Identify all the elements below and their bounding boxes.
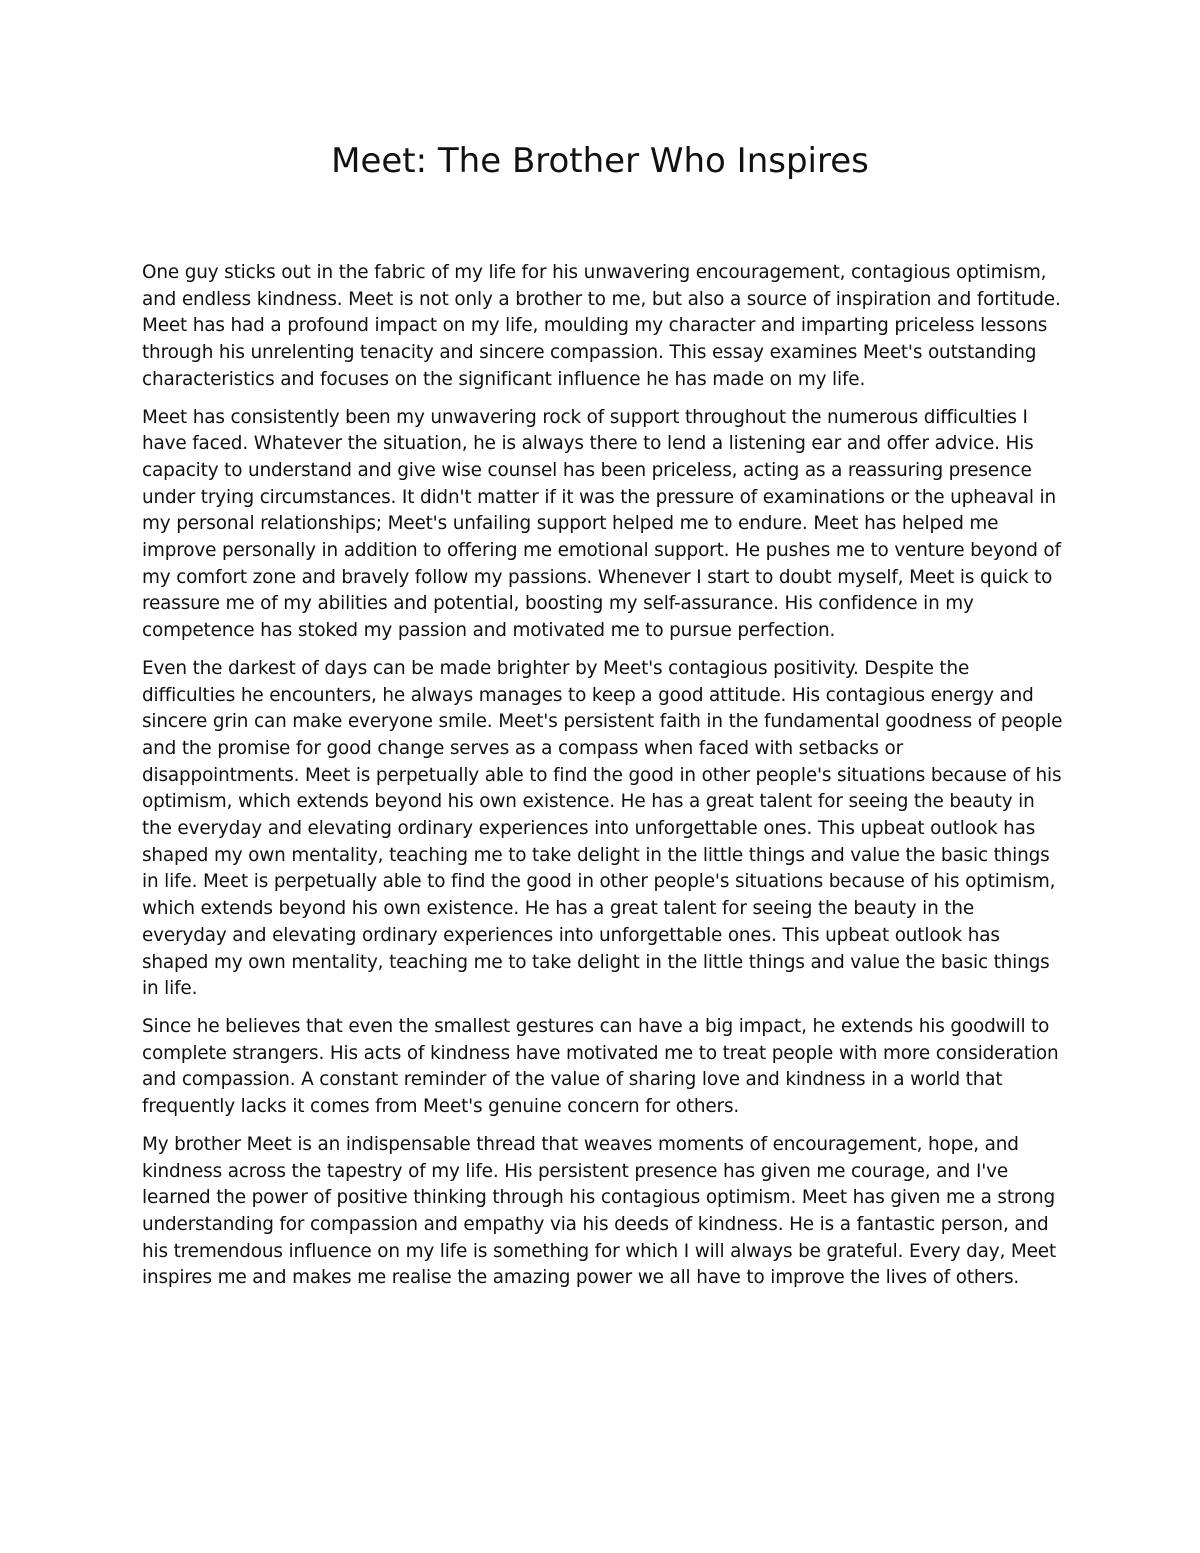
paragraph-4: Since he believes that even the smallest gestures can have a big impact, he extends his goodwill to complete strangers. His acts of kindness have motivated me to treat people with more consideration and compassion. A constant reminder of the value of sharing love and kindness in a world that frequently lacks it comes from Meet's genuine concern for others.	[142, 1015, 1059, 1118]
paragraph-1: One guy sticks out in the fabric of my life for his unwavering encouragement, contagious optimism, and endless kindness. Meet is not only a brother to me, but also a source of inspiration and fortitude. Meet has had a profound impact on my life, moulding my character and imparting priceless lessons through his unrelenting tenacity and sincere compassion. This essay examines Meet's outstanding characteristics and focuses on the significant influence he has made on my life.	[142, 262, 1061, 390]
paragraph-3: Even the darkest of days can be made brighter by Meet's contagious positivity. Despite the difficulties he encounters, he always manages to keep a good attitude. His contagious energy and sincere grin can make everyone smile. Meet's persistent faith in the fundamental goodness of people and the promise for good change serves as a compass when faced with setbacks or disappointments. Meet is perpetually able to find the good in other people's situations because of his optimism, which extends beyond his own existence. He has a great talent for seeing the beauty in the everyday and elevating ordinary experiences into unforgettable ones. This upbeat outlook has shaped my own mentality, teaching me to take delight in the little things and value the basic things in life. Meet is perpetually able to find the good in other people's situations because of his optimism, which extends beyond his own existence. He has a great talent for seeing the beauty in the everyday and elevating ordinary experiences into unforgettable ones. This upbeat outlook has shaped my own mentality, teaching me to take delight in the little things and value the basic things in life.	[142, 657, 1063, 1000]
paragraph-5: My brother Meet is an indispensable thread that weaves moments of encouragement, hope, and kindness across the tapestry of my life. His persistent presence has given me courage, and I've learned the power of positive thinking through his contagious optimism. Meet has given me a strong understanding for compassion and empathy via his deeds of kindness. He is a fantastic person, and his tremendous influence on my life is something for which I will always be grateful. Every day, Meet inspires me and makes me realise the amazing power we all have to improve the lives of others.	[142, 1133, 1057, 1289]
document-body	[142, 260, 1064, 1303]
document-title: Meet: The Brother Who Inspires	[331, 141, 869, 181]
paragraph-2: Meet has consistently been my unwavering rock of support throughout the numerous difficulties I have faced. Whatever the situation, he is always there to lend a listening ear and offer advice. His capacity to understand and give wise counsel has been priceless, acting as a reassuring presence under trying circumstances. It didn't matter if it was the pressure of examinations or the upheaval in my personal relationships; Meet's unfailing support helped me to endure. Meet has helped me improve personally in addition to offering me emotional support. He pushes me to venture beyond of my comfort zone and bravely follow my passions. Whenever I start to doubt myself, Meet is quick to reassure me of my abilities and potential, boosting my self-assurance. His confidence in my competence has stoked my passion and motivated me to pursue perfection.	[142, 406, 1061, 642]
